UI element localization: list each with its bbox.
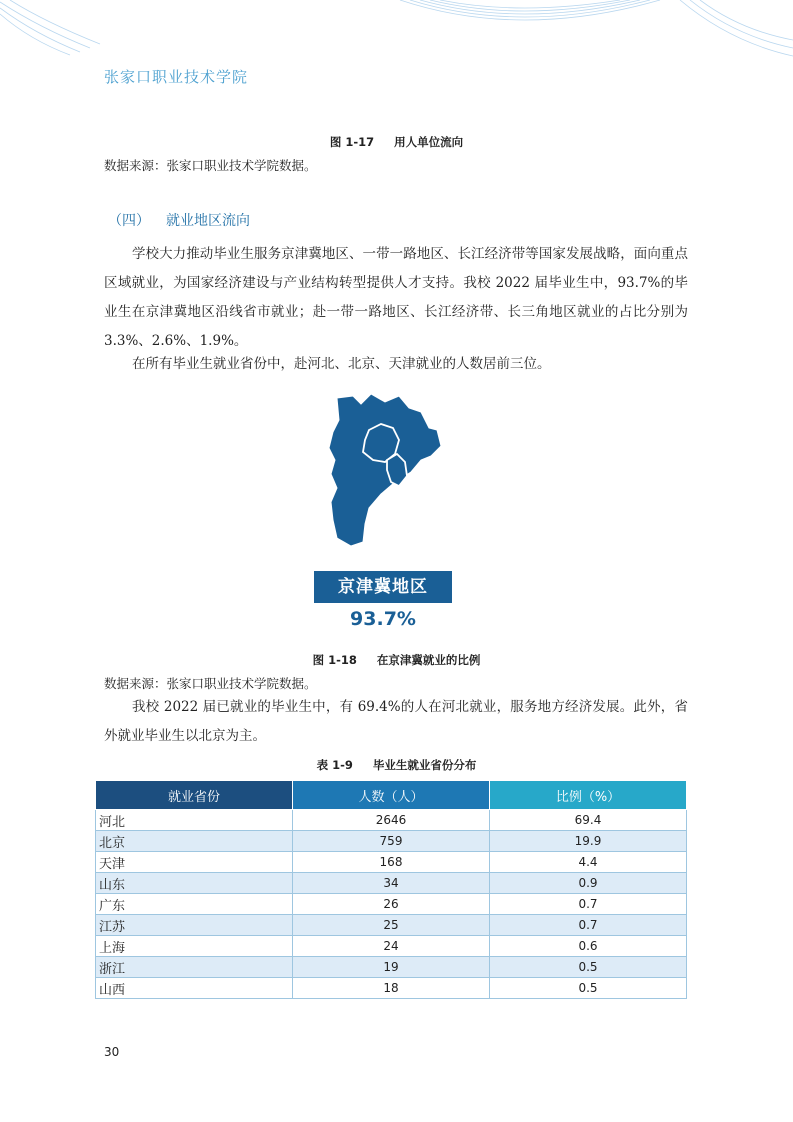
header-wave-decoration xyxy=(0,0,793,60)
cell-count: 34 xyxy=(293,873,490,894)
cell-count: 24 xyxy=(293,936,490,957)
cell-province: 山西 xyxy=(96,978,293,999)
cell-count: 18 xyxy=(293,978,490,999)
table-1-9-title: 毕业生就业省份分布 xyxy=(372,758,477,772)
table-1-9-number: 表 1-9 xyxy=(316,758,353,772)
table-row xyxy=(96,852,687,873)
cell-count: 2646 xyxy=(293,810,490,831)
header-province: 就业省份 xyxy=(96,781,293,810)
figure-1-18-title: 在京津冀就业的比例 xyxy=(376,653,481,667)
page-number: 30 xyxy=(104,1045,120,1059)
region-label: 京津冀地区 xyxy=(314,571,452,603)
cell-ratio: 19.9 xyxy=(490,831,687,852)
cell-count: 759 xyxy=(293,831,490,852)
cell-count: 19 xyxy=(293,957,490,978)
header-title: 张家口职业技术学院 xyxy=(104,68,249,86)
cell-ratio: 0.5 xyxy=(490,978,687,999)
cell-ratio: 0.7 xyxy=(490,915,687,936)
paragraph-2: 在所有毕业生就业省份中，赴河北、北京、天津就业的人数居前三位。 xyxy=(132,356,551,372)
hebei-region-shape xyxy=(329,394,441,546)
figure-1-18-number: 图 1-18 xyxy=(312,653,357,667)
table-row xyxy=(96,957,687,978)
table-row xyxy=(96,894,687,915)
paragraph-3: 我校 2022 届已就业的毕业生中，有 69.4%的人在河北就业，服务地方经济发展。此外，省外就业毕业生以北京为主。 xyxy=(104,699,688,744)
table-row xyxy=(96,831,687,852)
cell-ratio: 0.5 xyxy=(490,957,687,978)
header-count: 人数（人） xyxy=(293,781,490,810)
figure-1-17-number: 图 1-17 xyxy=(329,135,375,149)
data-source-1: 数据来源：张家口职业技术学院数据。 xyxy=(104,158,317,173)
paragraph-1: 学校大力推动毕业生服务京津冀地区、一带一路地区、长江经济带等国家发展战略，面向重点区域就业，为国家经济建设与产业结构转型提供人才支持。我校 2022 届毕业生中，93.7%的毕业生在京津冀地区沿线省市就业；赴一带一路地区、长江经济带、长三角地区就业的占比分别为 3.3%、2.6%、1.9%。 xyxy=(104,246,688,349)
figure-1-17-title: 用人单位流向 xyxy=(394,135,464,149)
cell-province: 天津 xyxy=(96,852,293,873)
figure-1-17-caption xyxy=(0,134,793,150)
header-ratio: 比例（%） xyxy=(490,781,687,810)
table-header-row xyxy=(96,781,687,810)
region-percent: 93.7% xyxy=(350,608,416,630)
cell-count: 26 xyxy=(293,894,490,915)
section-number: （四） xyxy=(108,213,150,229)
section-heading: 就业地区流向 xyxy=(166,213,250,229)
table-1-9-caption xyxy=(0,757,793,773)
table-row xyxy=(96,978,687,999)
table-row xyxy=(96,810,687,831)
cell-count: 25 xyxy=(293,915,490,936)
cell-count: 168 xyxy=(293,852,490,873)
cell-province: 河北 xyxy=(96,810,293,831)
province-distribution-table xyxy=(95,780,687,999)
cell-ratio: 4.4 xyxy=(490,852,687,873)
cell-ratio: 0.7 xyxy=(490,894,687,915)
table-row xyxy=(96,873,687,894)
cell-ratio: 69.4 xyxy=(490,810,687,831)
cell-province: 上海 xyxy=(96,936,293,957)
data-source-2: 数据来源：张家口职业技术学院数据。 xyxy=(104,676,317,691)
cell-province: 山东 xyxy=(96,873,293,894)
section-title xyxy=(108,210,250,230)
table-row xyxy=(96,936,687,957)
cell-ratio: 0.6 xyxy=(490,936,687,957)
cell-province: 广东 xyxy=(96,894,293,915)
cell-ratio: 0.9 xyxy=(490,873,687,894)
jingjinji-map-graphic xyxy=(325,390,445,550)
cell-province: 江苏 xyxy=(96,915,293,936)
cell-province: 浙江 xyxy=(96,957,293,978)
cell-province: 北京 xyxy=(96,831,293,852)
figure-1-18-caption xyxy=(0,652,793,668)
table-row xyxy=(96,915,687,936)
